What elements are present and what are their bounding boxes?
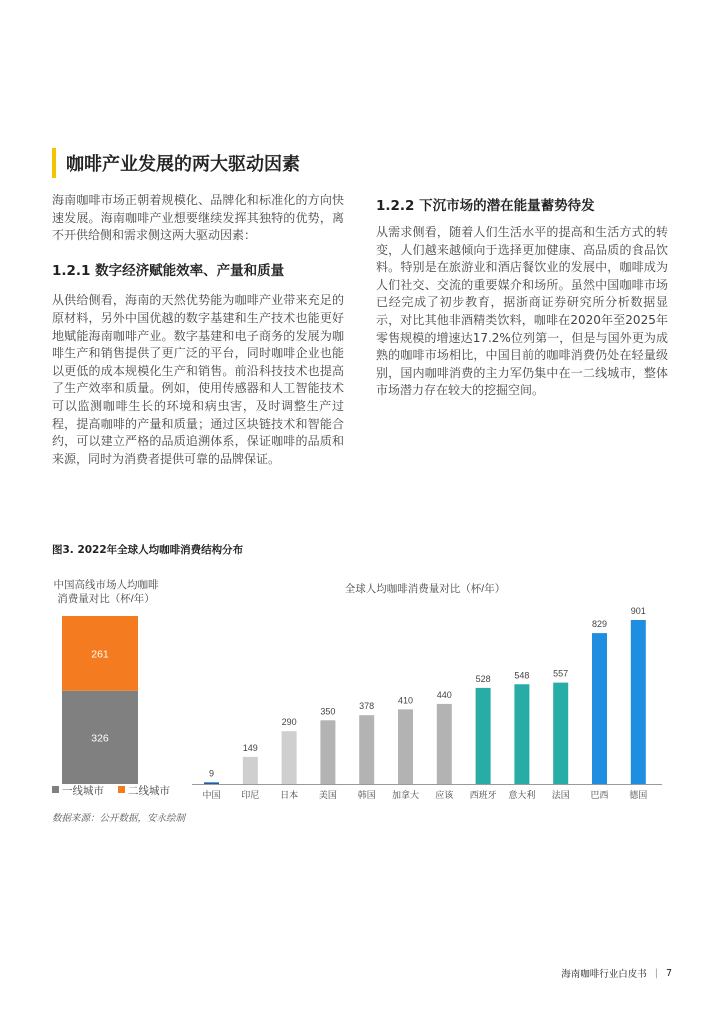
bar-2	[243, 757, 258, 784]
legend-label-2: 二线城市	[128, 785, 170, 797]
bar-value-label: 149	[242, 742, 258, 753]
bar-9	[514, 684, 529, 784]
subheading-1-2-1: 1.2.1 数字经济赋能效率、产量和质量	[52, 262, 285, 279]
right-column	[376, 224, 668, 400]
x-tick-label: 应该	[435, 790, 454, 800]
bar-value-label: 528	[475, 673, 491, 684]
bar-1	[204, 782, 219, 784]
legend-label-1: 一线城市	[62, 785, 104, 797]
section-title-text: 咖啡产业发展的两大驱动因素	[66, 154, 300, 175]
bar-value-label: 410	[397, 695, 414, 706]
figure-title: 图3. 2022年全球人均咖啡消费结构分布	[52, 544, 244, 556]
bar-8	[476, 688, 491, 784]
bar-value-label: 378	[359, 701, 375, 712]
x-tick-label: 德国	[629, 790, 648, 800]
bar-10	[553, 683, 568, 784]
bar-value-label: 901	[630, 606, 646, 616]
left-column	[52, 192, 344, 468]
bar-value-label: 290	[281, 717, 297, 728]
bar-value-label: 829	[591, 619, 608, 630]
bar-value-label: 557	[553, 668, 569, 679]
x-tick-label: 西班牙	[469, 790, 497, 800]
intro-paragraph: 海南咖啡市场正朝着规模化、品牌化和标准化的方向快速发展。海南咖啡产业想要继续发挥其独特的优势，离不开供给侧和需求侧这两大驱动因素：	[52, 193, 344, 243]
left-chart-title-line: 中国高线市场人均咖啡	[53, 579, 159, 591]
bar-4	[320, 720, 335, 784]
bar-3	[282, 731, 297, 784]
figure-source: 数据来源：公开数据，安永绘制	[52, 813, 186, 824]
bar-12	[631, 620, 646, 784]
legend-swatch-1	[52, 786, 59, 793]
subheading-1-2-2: 1.2.2 下沉市场的潜在能量蓄势待发	[376, 198, 595, 214]
x-tick-label: 印尼	[241, 790, 260, 800]
bar-6	[398, 709, 413, 784]
section-title	[52, 148, 300, 178]
stacked-segment-label: 326	[91, 732, 109, 745]
x-tick-label: 加拿大	[391, 790, 420, 800]
left-chart-title-line: 消费量对比（杯/年）	[57, 593, 155, 605]
right-chart-title: 全球人均咖啡消费量对比（杯/年）	[344, 583, 506, 595]
x-tick-label: 意大利	[508, 790, 536, 800]
stacked-segment-label: 261	[91, 648, 109, 661]
x-tick-label: 美国	[318, 790, 337, 800]
legend-swatch-2	[118, 786, 125, 793]
bar-7	[437, 704, 452, 784]
demand-side-paragraph: 从需求侧看，随着人们生活水平的提高和生活方式的转变，人们越来越倾向于选择更加健康、高品质的食品饮料。特别是在旅游业和酒店餐饮业的发展中，咖啡成为人们社交、交流的重要媒介和场所。虽然中国咖啡市场已经完成了初步教育，据浙商证券研究所分析数据显示，对比其他非酒精类饮料，咖啡在2020年至2025年零售规模的增速达17.2%位列第一，但是与国外更为成熟的咖啡市场相比，中国目前的咖啡消费仍处在轻量级别，国内咖啡消费的主力军仍集中在一二线城市，整体市场潜力存在较大的挖掘空间。	[376, 225, 668, 398]
page-number: 7	[665, 967, 672, 979]
page-footer	[561, 966, 672, 980]
footer-doc-title: 海南咖啡行业白皮书	[561, 969, 647, 980]
bar-value-label: 548	[514, 670, 530, 681]
bar-5	[359, 715, 374, 784]
supply-side-paragraph: 从供给侧看，海南的天然优势能为咖啡产业带来充足的原材料，另外中国优越的数字基建和生产技术也能更好地赋能海南咖啡产业。数字基建和电子商务的发展为咖啡生产和销售提供了更广泛的平台，同时咖啡企业也能以更低的成本规模化生产和销售。前沿科技技术也提高了生产效率和质量。例如，使用传感器和人工智能技术可以监测咖啡生长的环境和病虫害，及时调整生产过程，提高咖啡的产量和质量；通过区块链技术和智能合约，可以建立严格的品质追溯体系，保证咖啡的品质和来源，同时为消费者提供可靠的品牌保证。	[52, 293, 344, 466]
x-tick-label: 法国	[551, 790, 570, 800]
x-tick-label: 日本	[280, 790, 299, 800]
x-tick-label: 巴西	[590, 790, 609, 800]
bar-value-label: 350	[320, 706, 336, 717]
title-accent-bar	[52, 148, 56, 178]
footer-separator: |	[654, 967, 658, 979]
bar-value-label: 440	[436, 689, 452, 700]
figure-chart	[0, 560, 724, 810]
bar-value-label: 9	[208, 768, 215, 779]
x-tick-label: 韩国	[357, 790, 376, 800]
bar-11	[592, 633, 607, 784]
x-tick-label: 中国	[202, 790, 221, 800]
